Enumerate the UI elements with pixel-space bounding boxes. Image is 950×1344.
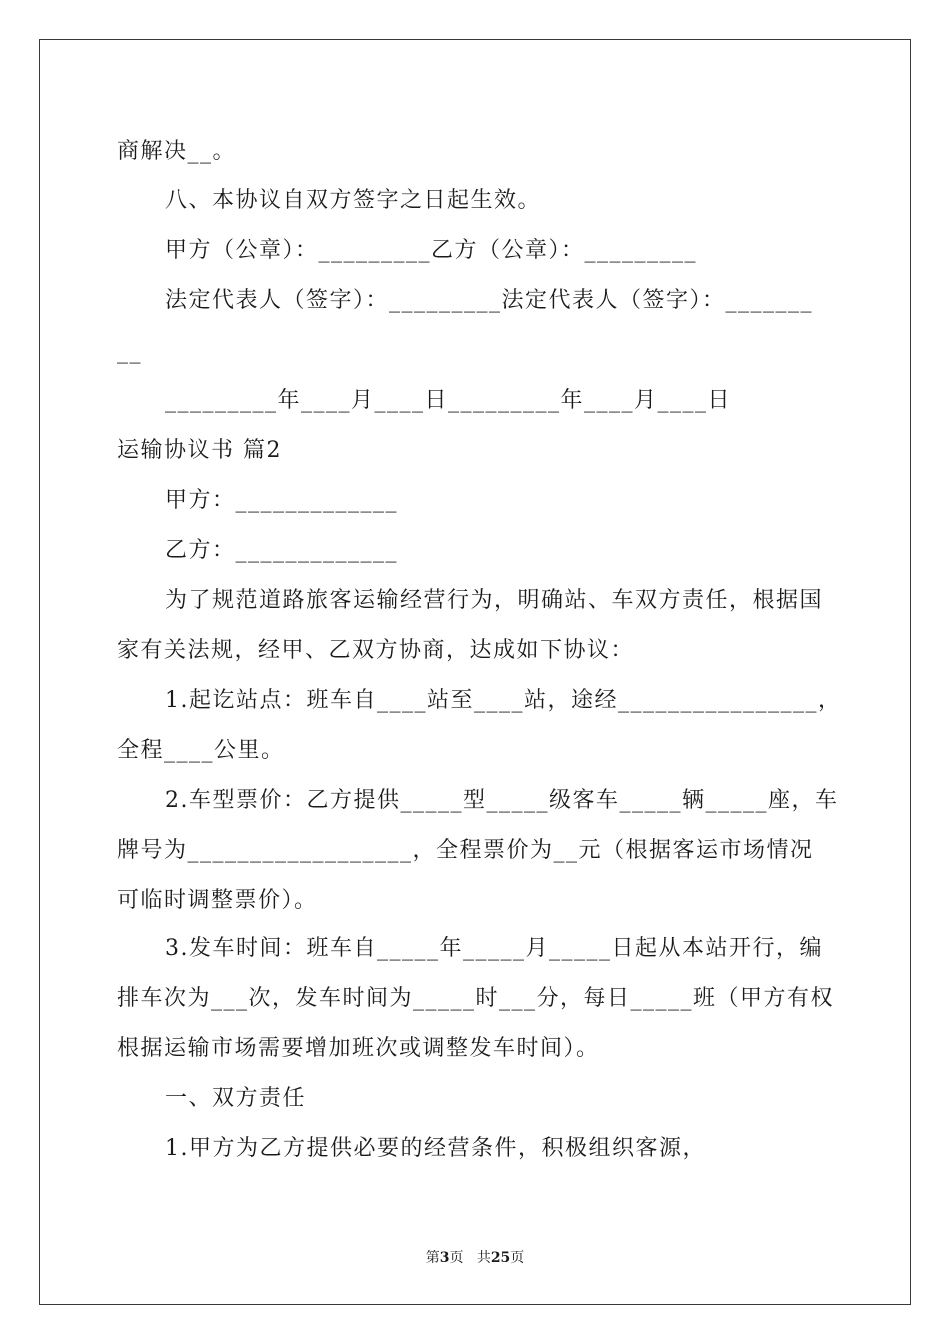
date-line: _________年____月____日_________年____月____日: [165, 388, 732, 413]
clause-2-line-1: 2.车型票价：乙方提供_____型_____级客车_____辆_____座，车: [165, 788, 839, 813]
text-line-5: __: [117, 339, 142, 364]
party-b-line: 乙方：_____________: [165, 538, 399, 563]
clause-2-line-3: 可临时调整票价）。: [117, 888, 318, 913]
page-border: [39, 39, 911, 1305]
footer-page-prefix: 第: [425, 1250, 440, 1266]
footer-total-prefix: 共: [476, 1250, 491, 1266]
section-title: 运输协议书 篇2: [117, 438, 282, 463]
text-line-2: 八、本协议自双方签字之日起生效。: [165, 188, 542, 213]
signature-line-seal: 甲方（公章）：_________乙方（公章）：_________: [165, 238, 698, 263]
clause-3-line-1: 3.发车时间：班车自_____年_____月_____日起从本站开行，编: [165, 936, 823, 961]
clause-2-line-2: 牌号为__________________，全程票价为__元（根据客运市场情况: [117, 838, 814, 863]
responsibility-1-line: 1.甲方为乙方提供必要的经营条件，积极组织客源，: [165, 1136, 706, 1161]
clause-1-line-1: 1.起讫站点：班车自____站至____站，途经________________，: [165, 688, 842, 713]
clause-1-line-2: 全程____公里。: [117, 738, 285, 763]
party-a-line: 甲方：_____________: [165, 488, 399, 513]
intro-paragraph-line-2: 家有关法规，经甲、乙双方协商，达成如下协议：: [117, 638, 635, 663]
intro-paragraph-line-1: 为了规范道路旅客运输经营行为，明确站、车双方责任，根据国: [165, 588, 824, 613]
footer-current-page: 3: [439, 1250, 450, 1266]
footer-page-suffix: 页: [449, 1250, 464, 1266]
footer-total-pages: 25: [490, 1250, 511, 1266]
signature-line-representative: 法定代表人（签字）：_________法定代表人（签字）：_______: [165, 288, 814, 313]
page-footer: [0, 1247, 950, 1267]
clause-3-line-2: 排车次为___次，发车时间为_____时___分，每日_____班（甲方有权: [117, 986, 835, 1011]
clause-3-line-3: 根据运输市场需要增加班次或调整发车时间）。: [117, 1036, 600, 1061]
text-line-1: 商解决__。: [117, 139, 237, 164]
heading-responsibilities: 一、双方责任: [165, 1086, 307, 1111]
footer-total-suffix: 页: [510, 1250, 525, 1266]
